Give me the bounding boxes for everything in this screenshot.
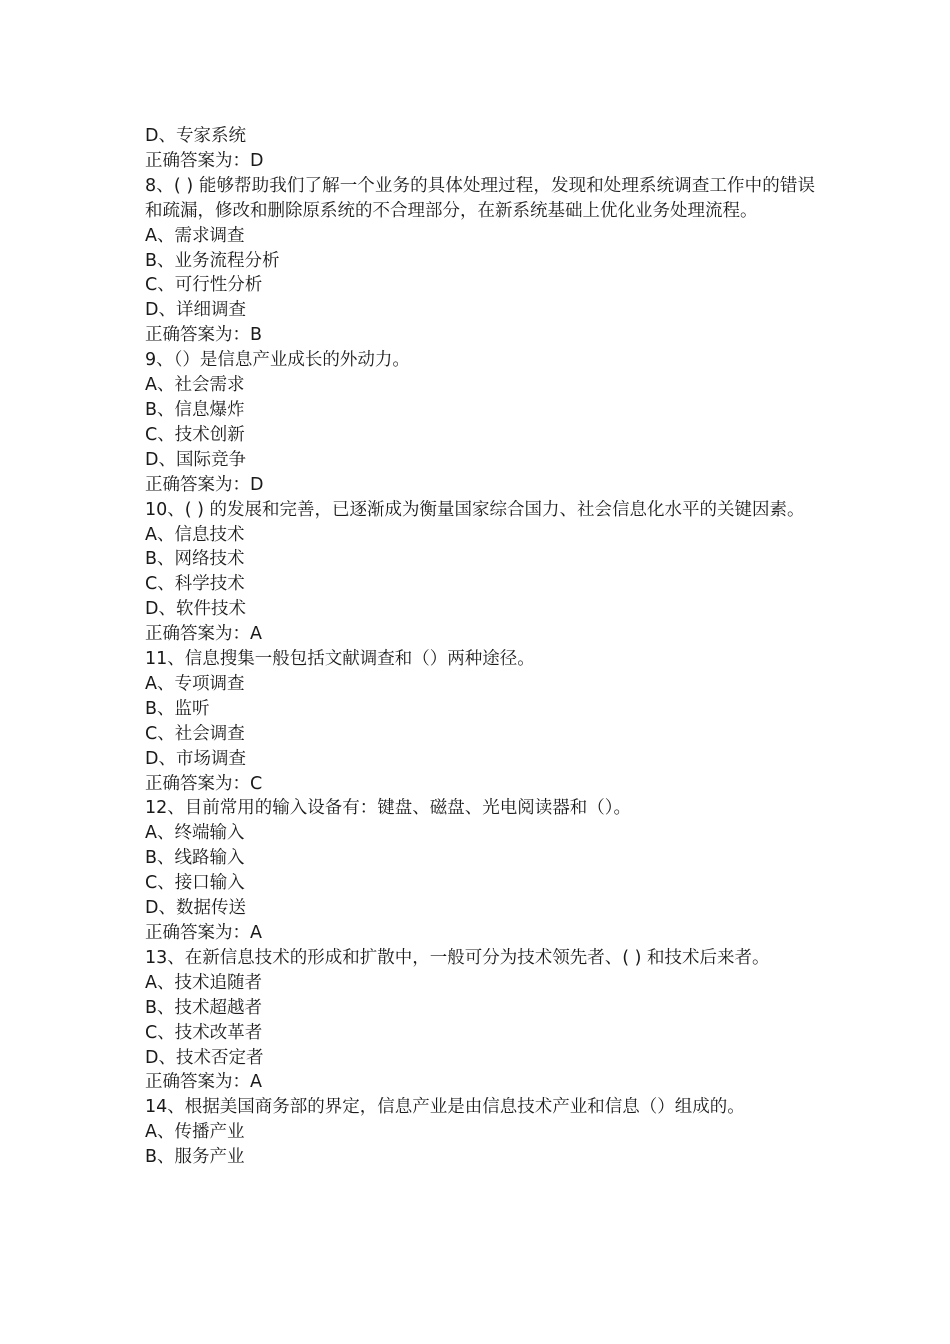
answer-line: 正确答案为：A <box>145 1072 262 1093</box>
option-line: C、技术创新 <box>145 424 245 445</box>
option-line: A、社会需求 <box>145 375 245 396</box>
option-line: B、网络技术 <box>145 549 245 570</box>
option-line: A、技术追随者 <box>145 972 262 993</box>
question-text: 12、目前常用的输入设备有：键盘、磁盘、光电阅读器和（）。 <box>145 798 632 819</box>
option-line: B、业务流程分析 <box>145 250 280 271</box>
question-text: 11、信息搜集一般包括文献调查和（）两种途径。 <box>145 649 535 670</box>
document-page <box>145 124 815 1170</box>
answer-line: 正确答案为：D <box>145 150 264 171</box>
option-line: A、专项调查 <box>145 673 245 694</box>
question-text: 8、( ) 能够帮助我们了解一个业务的具体处理过程，发现和处理系统调查工作中的错误和疏漏，修改和删除原系统的不合理部分，在新系统基础上优化业务处理流程。 <box>145 175 815 221</box>
option-line: A、传播产业 <box>145 1122 245 1143</box>
answer-line: 正确答案为：A <box>145 624 262 645</box>
question-text: 10、( ) 的发展和完善，已逐渐成为衡量国家综合国力、社会信息化水平的关键因素。 <box>145 499 805 520</box>
answer-line: 正确答案为：A <box>145 923 262 943</box>
option-line: C、社会调查 <box>145 723 245 744</box>
question-text: 14、根据美国商务部的界定，信息产业是由信息技术产业和信息（）组成的。 <box>145 1097 745 1118</box>
option-line: D、技术否定者 <box>145 1047 264 1068</box>
option-line: A、信息技术 <box>145 524 245 545</box>
option-line: D、软件技术 <box>145 599 246 620</box>
question-text: 9、（）是信息产业成长的外动力。 <box>145 350 410 371</box>
question-text: 13、在新信息技术的形成和扩散中，一般可分为技术领先者、( ) 和技术后来者。 <box>145 947 770 968</box>
answer-line: 正确答案为：C <box>145 773 263 794</box>
option-line: B、技术超越者 <box>145 997 263 1018</box>
answer-line: 正确答案为：B <box>145 325 263 346</box>
option-line: C、接口输入 <box>145 873 245 894</box>
answer-line: 正确答案为：D <box>145 474 264 495</box>
option-line: B、监听 <box>145 698 210 719</box>
option-line: C、技术改革者 <box>145 1022 263 1043</box>
option-line: B、信息爆炸 <box>145 399 245 420</box>
option-line: B、服务产业 <box>145 1147 245 1168</box>
option-line: D、详细调查 <box>145 300 246 321</box>
option-line: D、国际竞争 <box>145 449 246 470</box>
option-line: D、市场调查 <box>145 748 246 769</box>
option-line: C、科学技术 <box>145 574 245 595</box>
option-line: C、可行性分析 <box>145 275 263 296</box>
option-line: D、专家系统 <box>145 126 246 146</box>
option-line: A、需求调查 <box>145 225 245 246</box>
option-line: A、终端输入 <box>145 823 245 844</box>
option-line: B、线路输入 <box>145 848 245 869</box>
option-line: D、数据传送 <box>145 898 246 919</box>
